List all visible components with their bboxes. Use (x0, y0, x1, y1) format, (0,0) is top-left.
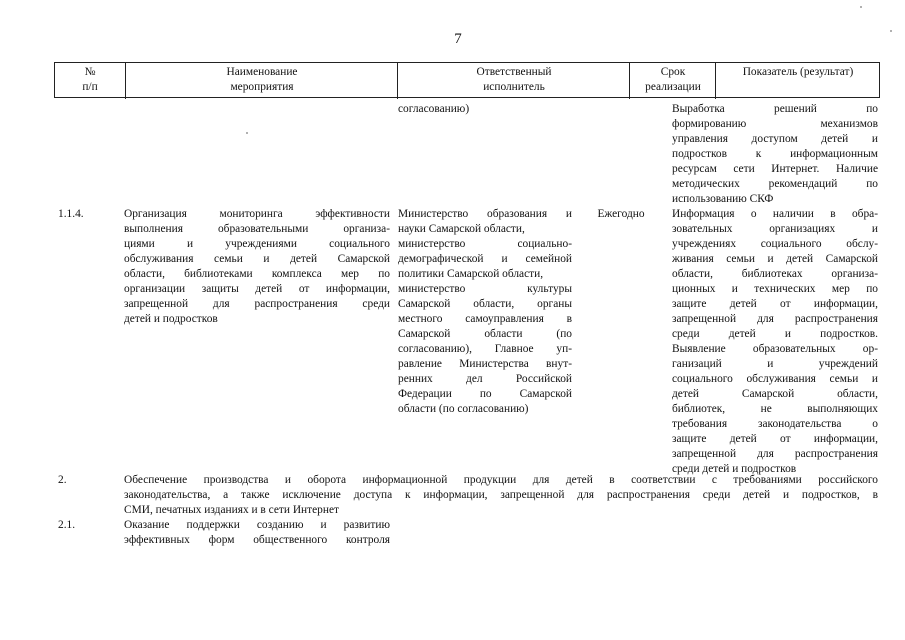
header-result: Показатель (результат) (715, 63, 880, 99)
table-header (54, 62, 880, 98)
row-114-result: Информация о наличии в обра- зовательных организациях и учреждениях социального обслу- живания семьи и детей Самарской области, библиотеках организа- ционных и технических мер по защите детей от информации, запрещенной для распространения среди детей и подростков. Выявление образовательных ор- ганизаций и учреждений социального обслуживания семьи и детей Самарской области, библиотек, не выполняющих требования законодательства о защите детей от информации, запрещенной для распространения среди детей и подростков (672, 208, 878, 475)
header-num: № п/п (82, 66, 98, 93)
row-2-num: 2. (58, 474, 67, 486)
scan-speck (246, 132, 248, 134)
cont-exec: согласованию) (398, 103, 470, 115)
cont-result: Выработка решений по формированию механизмов управления доступом детей и подростков к информационным ресурсам сети Интернет. Наличие методических рекомендаций по использованию СКФ (672, 103, 878, 205)
row-21-name: Оказание поддержки созданию и развитию эффективных форм общественного контроля (124, 519, 390, 546)
scan-speck (860, 6, 862, 8)
row-114-num: 1.1.4. (58, 208, 84, 220)
row-21-num: 2.1. (58, 519, 76, 531)
row-114-exec: Министерство образования и науки Самарской области, министерство социально- демографической и семейной политики Самарской области, министерство культуры Самарской области, органы местного самоуправления в Самарской области (по согласованию), Главное уп- равление Министерства внут- ренних дел Российской Федерации по Самарской области (по согласованию) (398, 208, 572, 415)
header-term: Срок реализации (629, 63, 716, 99)
header-name: Наименование мероприятия (125, 63, 398, 99)
row-2-text: Обеспечение производства и оборота информационной продукции для детей в соответствии с требованиями российского законодательства, а также исключение доступа к информации, запрещенной для распространения среди детей и подростков, в СМИ, печатных изданиях и в сети Интернет (124, 474, 878, 516)
row-114-term: Ежегодно (597, 208, 645, 220)
scan-speck (890, 30, 892, 32)
page-number: 7 (454, 31, 462, 47)
header-exec: Ответственный исполнитель (397, 63, 630, 99)
row-114-name: Организация мониторинга эффективности выполнения образовательными организа- циями и учреждениями социального обслуживания семьи и детей Самарской области, библиотеками комплекса мер по организации защиты детей от информации, запрещенной для распространения среди детей и подростков (124, 208, 390, 325)
